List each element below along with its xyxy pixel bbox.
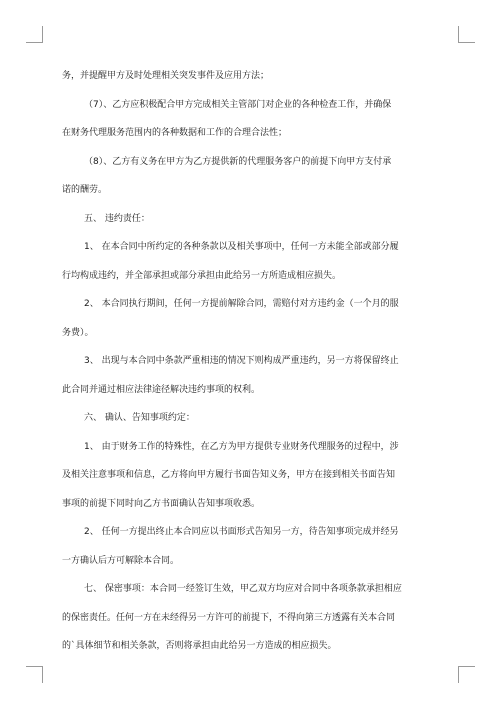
crop-mark-bottom-left — [26, 666, 43, 683]
text-line: 3、 出现与本合同中条款严重相违的情况下则构成严重违约，另一方将保留终止 — [84, 356, 399, 366]
text-line: 此合同并通过相应法律途径解决违约事项的权利。 — [62, 384, 261, 395]
text-line: 2、 任何一方提出终止本合同应以书面形式告知另一方，待告知事项完成并经另 — [84, 527, 399, 537]
text-line: 务费）。 — [62, 327, 94, 338]
text-line: 七、 保密事项：本合同一经签订生效，甲乙双方均应对合同中各项条款承担相应 — [84, 584, 402, 594]
text-line: 及相关注意事项和信息，乙方将向甲方履行书面告知义务，甲方在接到相关书面告知 — [62, 470, 396, 480]
text-line: 1、 在本合同中所约定的各种条款以及相关事项中，任何一方未能全部或部分履 — [84, 242, 399, 252]
section-heading: 六、 确认、告知事项约定： — [84, 413, 195, 423]
text-line: 行均构成违约，并全部承担或部分承担由此给另一方所造成相应损失。 — [62, 270, 342, 281]
crop-mark-top-right — [458, 26, 475, 43]
text-line: 的保密责任。任何一方在未经得另一方许可的前提下，不得向第三方透露有关本合同 — [62, 612, 396, 623]
text-line: 事项的前提下同时向乙方书面确认告知事项收悉。 — [62, 498, 261, 509]
text-line: 务，并提醒甲方及时处理相关突发事件及应用方法； — [62, 71, 270, 81]
text-line: （7）、乙方应积极配合甲方完成相关主管部门对企业的各种检查工作，并确保 — [84, 99, 392, 110]
text-line: 诺的酬劳。 — [62, 185, 108, 195]
text-line: （8）、乙方有义务在甲方为乙方提供新的代理服务客户的前提下向甲方支付承 — [84, 156, 392, 167]
text-line: 2、 本合同执行期间，任何一方提前解除合同，需赔付对方违约金（一个月的服 — [84, 299, 399, 309]
crop-mark-top-left — [26, 26, 43, 43]
section-heading: 五、 违约责任： — [84, 213, 150, 224]
crop-mark-bottom-right — [458, 666, 475, 683]
text-line: 的`具体细节和相关条款，否则将承担由此给另一方造成的相应损失。 — [62, 641, 337, 651]
text-line: 1、 由于财务工作的特殊性，在乙方为甲方提供专业财务代理服务的过程中，涉 — [84, 441, 399, 452]
text-line: 在财务代理服务范围内的各种数据和工作的合理合法性； — [62, 128, 288, 138]
text-line: 一方确认后方可解除本合同。 — [62, 555, 180, 566]
